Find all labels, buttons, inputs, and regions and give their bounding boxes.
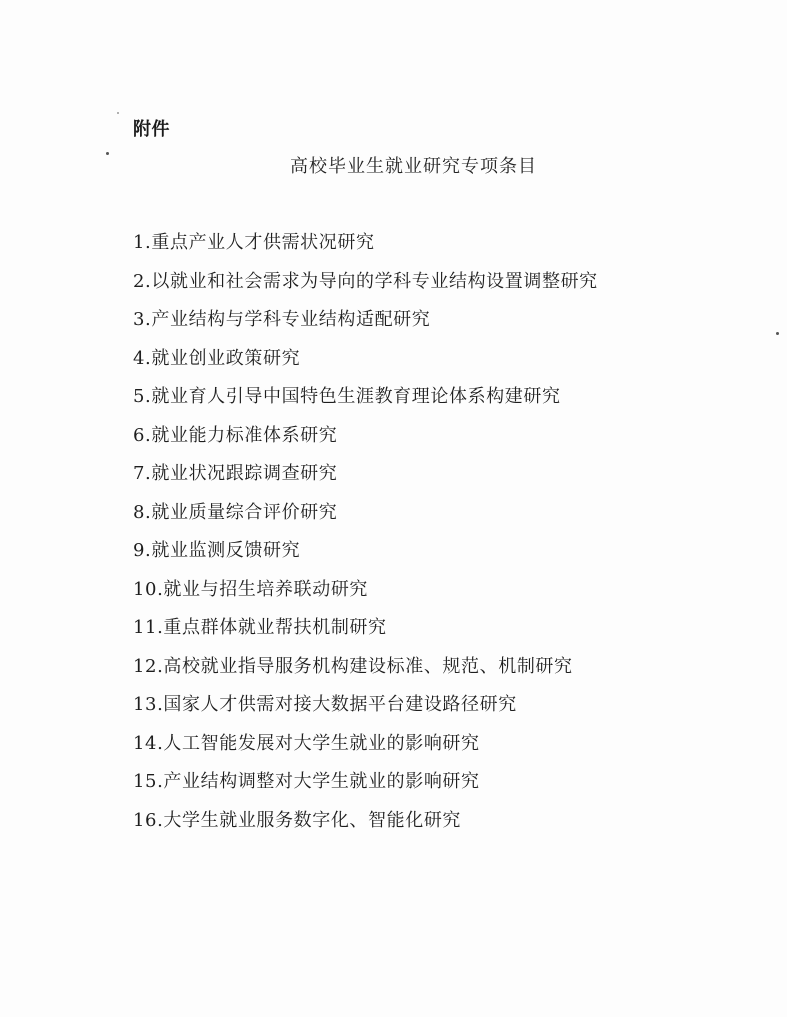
list-item: 2.以就业和社会需求为导向的学科专业结构设置调整研究 <box>133 270 598 292</box>
attachment-label: 附件 <box>133 119 170 140</box>
list-item: 4.就业创业政策研究 <box>133 347 301 369</box>
list-item: 12.高校就业指导服务机构建设标准、规范、机制研究 <box>133 655 573 677</box>
document-title: 高校毕业生就业研究专项条目 <box>290 156 537 177</box>
scan-speck <box>776 332 779 335</box>
list-item: 13.国家人才供需对接大数据平台建设路径研究 <box>133 694 517 715</box>
list-item: 6.就业能力标准体系研究 <box>133 424 338 446</box>
list-item: 11.重点群体就业帮扶机制研究 <box>133 617 387 638</box>
list-item: 9.就业监测反馈研究 <box>133 540 301 561</box>
research-item-list <box>133 228 753 844</box>
list-item: 10.就业与招生培养联动研究 <box>133 578 369 600</box>
list-item: 14.人工智能发展对大学生就业的影响研究 <box>133 732 480 754</box>
list-item: 3.产业结构与学科专业结构适配研究 <box>133 309 431 330</box>
list-item: 1.重点产业人才供需状况研究 <box>133 232 375 253</box>
scan-speck <box>117 112 119 114</box>
list-item: 8.就业质量综合评价研究 <box>133 501 338 523</box>
list-item: 16.大学生就业服务数字化、智能化研究 <box>133 809 462 831</box>
list-item: 5.就业育人引导中国特色生涯教育理论体系构建研究 <box>133 386 561 407</box>
list-item: 7.就业状况跟踪调查研究 <box>133 463 338 484</box>
list-item: 15.产业结构调整对大学生就业的影响研究 <box>133 771 480 792</box>
